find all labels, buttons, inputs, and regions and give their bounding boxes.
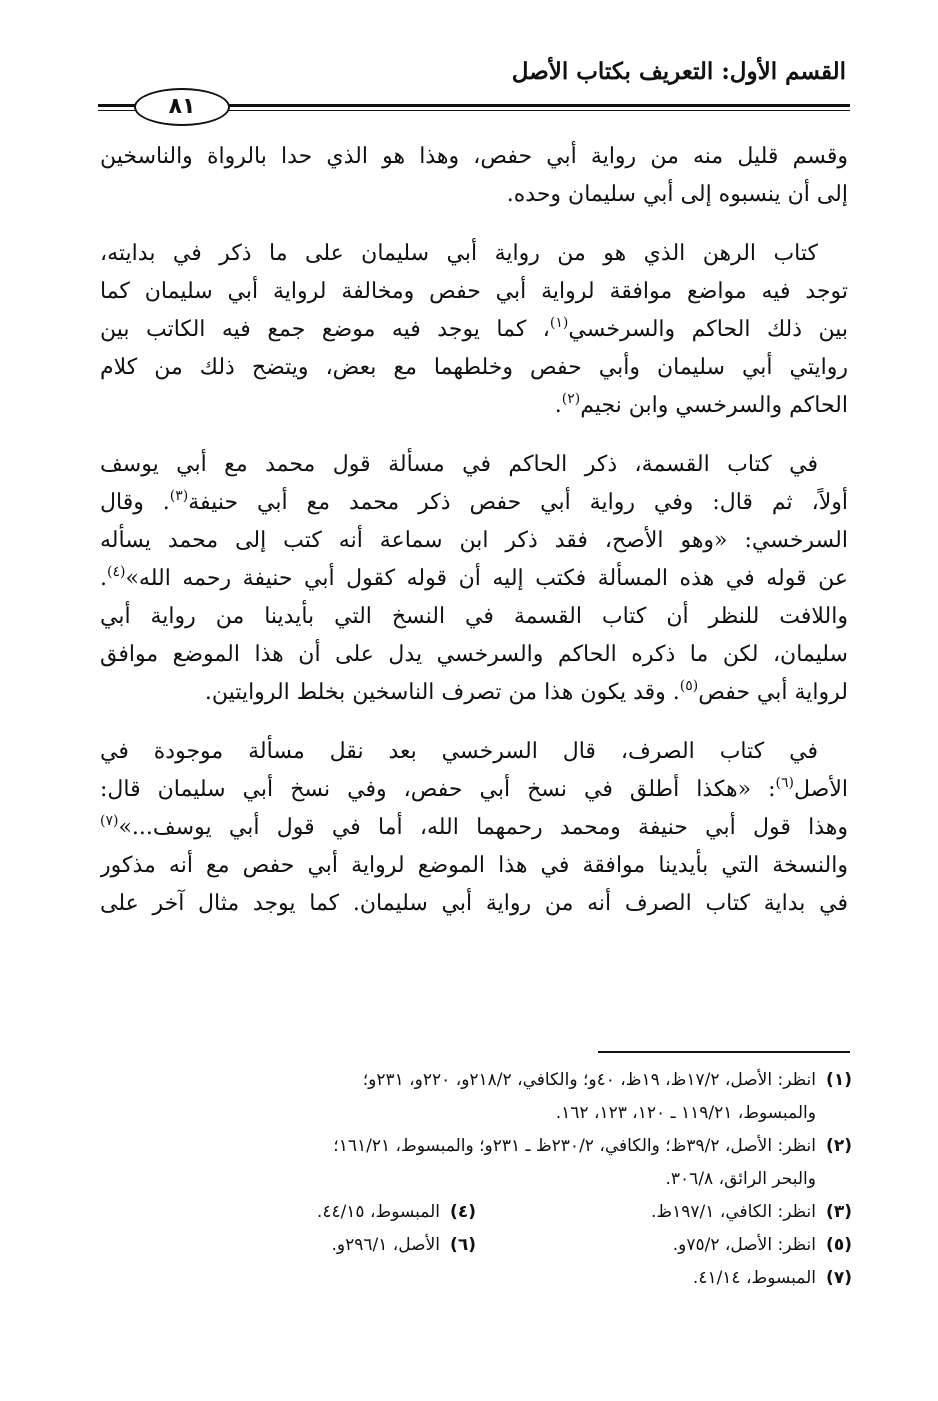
text-segment: وهذا قول أبي حنيفة ومحمد رحمهما الله، أما في قول أبي يوسف...» <box>118 815 848 840</box>
footnote-number: (٣) <box>826 1202 852 1222</box>
text-line: في كتاب الصرف، قال السرخسي بعد نقل مسألة موجودة في <box>100 739 818 764</box>
text-line: والنسخة التي بأيدينا موافقة في هذا الموضع لرواية أبي حفص مع أنه مذكور <box>100 853 848 878</box>
text-line <box>100 560 848 598</box>
footnote-row-3-4 <box>100 1196 852 1229</box>
footnote-5 <box>476 1229 852 1262</box>
footnote-6 <box>100 1229 476 1262</box>
footnotes <box>100 1064 852 1295</box>
running-header-title: القسم الأول: التعريف بكتاب الأصل <box>511 58 846 85</box>
text-segment: أولاً، ثم قال: وفي رواية أبي حفص ذكر محمد مع أبي حنيفة <box>188 490 848 515</box>
footnote-ref: (١) <box>549 315 569 331</box>
text-line: سليمان، لكن ما ذكره الحاكم والسرخسي يدل على أن هذا الموضع موافق <box>100 642 848 667</box>
footnote-1-continued: والمبسوط، ١١٩/٢١ ـ ١٢٠، ١٢٣، ١٦٢. <box>555 1103 816 1123</box>
text-line: كتاب الرهن الذي هو من رواية أبي سليمان على ما ذكر في بدايته، <box>100 241 818 266</box>
footnote-number: (٧) <box>826 1268 852 1288</box>
text-segment: . وقال <box>100 490 170 515</box>
text-line <box>100 387 848 425</box>
text-line <box>100 674 848 712</box>
text-line: روايتي أبي سليمان وأبي حفص وخلطهما مع بعض، ويتضح ذلك من كلام <box>100 355 848 380</box>
text-segment: . وقد يكون هذا من تصرف الناسخين بخلط الروايتين. <box>204 680 680 705</box>
footnote-text: المبسوط، ٤١/١٤. <box>692 1268 816 1288</box>
text-line: إلى أن ينسبوه إلى أبي سليمان وحده. <box>506 182 848 207</box>
text-line <box>100 484 848 522</box>
footnote-text: انظر: الكافي، ١٩٧/١ظ. <box>651 1202 816 1222</box>
footnote-ref: (٥) <box>679 678 699 694</box>
paragraph-2 <box>100 235 848 425</box>
text-segment: الحاكم والسرخسي وابن نجيم <box>580 393 848 418</box>
text-line: توجد فيه مواضع موافقة لرواية أبي حفص ومخالفة لرواية أبي سليمان كما <box>100 279 848 304</box>
text-line <box>100 311 848 349</box>
footnote-ref: (٢) <box>561 391 581 407</box>
text-line: في بداية كتاب الصرف أنه من رواية أبي سليمان. كما يوجد مثال آخر على <box>100 891 848 916</box>
paragraph-1 <box>100 138 848 214</box>
text-segment: بين ذلك الحاكم والسرخسي <box>568 317 848 342</box>
text-segment: ، كما يوجد فيه موضع جمع فيه الكاتب بين <box>100 317 550 342</box>
text-line: وقسم قليل منه من رواية أبي حفص، وهذا هو الذي حدا بالرواة والناسخين <box>100 144 848 169</box>
footnote-1 <box>100 1064 852 1097</box>
footnote-text: انظر: الأصل، ١٧/٢ظ، ١٩ظ، ٤٠و؛ والكافي، ٢١٨/٢و، ٢٢٠و، ٢٣١و؛ <box>362 1070 816 1090</box>
text-line: واللافت للنظر أن كتاب القسمة في النسخ التي بأيدينا من رواية أبي <box>100 604 848 629</box>
footnote-separator <box>598 1051 850 1053</box>
paragraph-3 <box>100 446 848 712</box>
footnote-number: (٤) <box>450 1202 476 1222</box>
text-segment: عن قوله في هذه المسألة فكتب إليه أن قوله كقول أبي حنيفة رحمه الله» <box>125 566 848 591</box>
footnote-ref: (٣) <box>169 488 189 504</box>
footnote-3 <box>476 1196 852 1229</box>
text-line: في كتاب القسمة، ذكر الحاكم في مسألة قول محمد مع أبي يوسف <box>100 452 818 477</box>
text-segment: . <box>554 393 562 418</box>
footnote-ref: (٧) <box>100 813 119 829</box>
footnote-ref: (٦) <box>775 775 794 791</box>
text-line <box>100 809 848 847</box>
text-segment: لرواية أبي حفص <box>698 680 848 705</box>
text-segment: : «هكذا أطلق في نسخ أبي حفص، وفي نسخ أبي سليمان قال: <box>100 777 776 802</box>
footnote-7 <box>100 1262 852 1295</box>
footnote-row-5-6 <box>100 1229 852 1262</box>
footnote-text: انظر: الأصل، ٧٥/٢و. <box>672 1235 816 1255</box>
footnote-number: (٥) <box>826 1235 852 1255</box>
footnote-ref: (٤) <box>107 564 126 580</box>
footnote-number: (٦) <box>450 1235 476 1255</box>
footnote-text: الأصل، ٢٩٦/١و. <box>331 1235 440 1255</box>
text-line: السرخسي: «وهو الأصح، فقد ذكر ابن سماعة أنه كتب إلى محمد يسأله <box>100 528 848 553</box>
footnote-text: المبسوط، ٤٤/١٥. <box>316 1202 440 1222</box>
footnote-text: انظر: الأصل، ٣٩/٢ظ؛ والكافي، ٢٣٠/٢ظ ـ ٢٣١و؛ والمبسوط، ١٦١/٢١؛ <box>333 1136 816 1156</box>
text-segment: الأصل <box>793 777 848 802</box>
text-line <box>100 771 848 809</box>
page-number: ٨١ <box>134 88 230 126</box>
main-text <box>100 138 848 944</box>
footnote-4 <box>100 1196 476 1229</box>
footnote-2 <box>100 1130 852 1163</box>
footnote-2-continued: والبحر الرائق، ٣٠٦/٨. <box>665 1169 816 1189</box>
text-segment: . <box>100 566 107 591</box>
footnote-number: (٢) <box>826 1136 852 1156</box>
footnote-number: (١) <box>826 1070 852 1090</box>
paragraph-4 <box>100 733 848 923</box>
